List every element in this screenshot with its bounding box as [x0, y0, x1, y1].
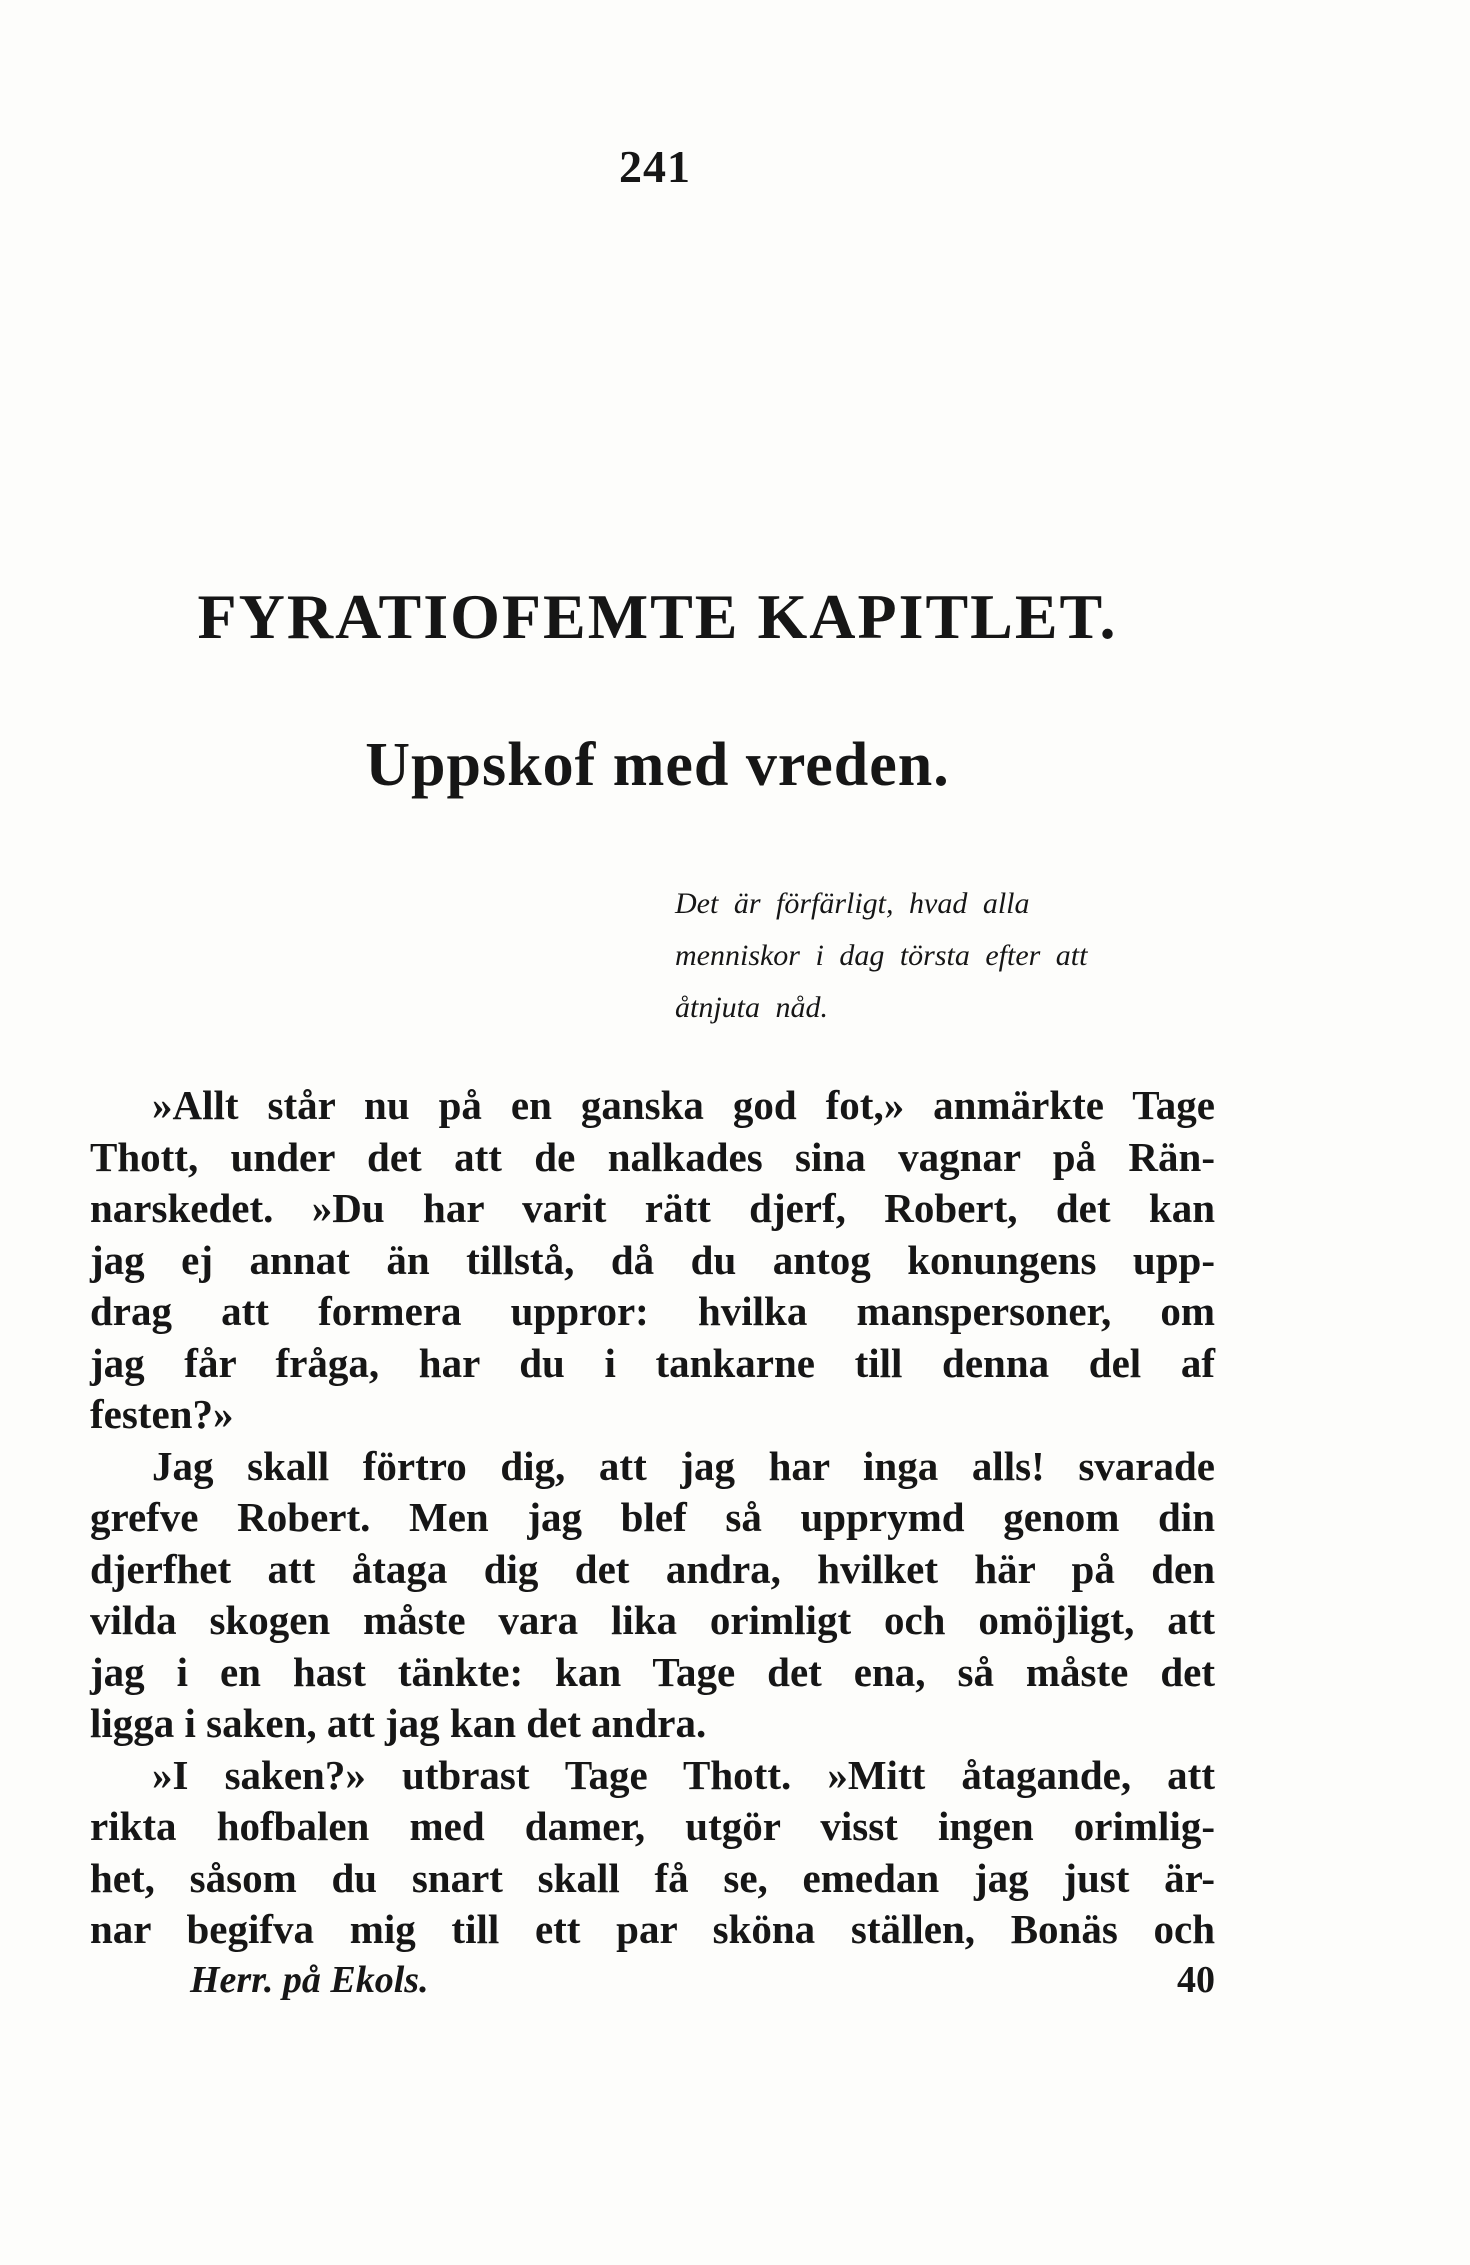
text-line: vilda skogen måste vara lika orimligt och omöjligt, att	[90, 1597, 1215, 1643]
page-footer	[190, 1958, 1215, 2002]
text-line: jag får fråga, har du i tankarne till denna del af	[90, 1339, 1215, 1386]
text-line: Thott, under det att de nalkades sina vagnar på Rän-	[90, 1133, 1215, 1180]
sheet-number: 40	[1177, 1959, 1215, 2001]
text-line: Jag skall förtro dig, att jag har inga alls! svarade	[152, 1442, 1215, 1489]
text-line: djerfhet att åtaga dig det andra, hvilket här på den	[90, 1545, 1215, 1592]
text-line: rikta hofbalen med damer, utgör visst ingen orimlig-	[90, 1803, 1215, 1849]
text-line: festen?»	[90, 1391, 234, 1437]
text-line: jag ej annat än tillstå, då du antog konungens upp-	[90, 1236, 1215, 1283]
text-line: jag i en hast tänkte: kan Tage det ena, så måste det	[90, 1648, 1215, 1695]
text-line: narskedet. »Du har varit rätt djerf, Robert, det kan	[90, 1185, 1215, 1231]
text-line: grefve Robert. Men jag blef så upprymd genom din	[90, 1494, 1215, 1540]
text-line: »I saken?» utbrast Tage Thott. »Mitt åtagande, att	[152, 1751, 1215, 1798]
text-line: ligga i saken, att jag kan det andra.	[90, 1700, 707, 1746]
text-line: nar begifva mig till ett par sköna ställen, Bonäs och	[90, 1906, 1215, 1952]
epigraph-line: åtnjuta nåd.	[675, 991, 829, 1024]
text-line: »Allt står nu på en ganska god fot,» anmärkte Tage	[152, 1082, 1215, 1128]
text-line: het, såsom du snart skall få se, emedan jag just är-	[90, 1854, 1215, 1901]
page-number: 241	[619, 141, 691, 192]
epigraph	[675, 878, 1215, 1034]
signature-mark: Herr. på Ekols.	[190, 1959, 429, 2001]
chapter-subtitle: Uppskof med vreden.	[365, 731, 950, 799]
epigraph-line: Det är förfärligt, hvad alla	[675, 887, 1030, 920]
text-line: drag att formera uppror: hvilka manspersoner, om	[90, 1288, 1215, 1334]
epigraph-line: menniskor i dag törsta efter att	[675, 939, 1088, 972]
chapter-title: FYRATIOFEMTE KAPITLET.	[197, 581, 1118, 652]
body-text	[90, 1080, 1215, 1956]
